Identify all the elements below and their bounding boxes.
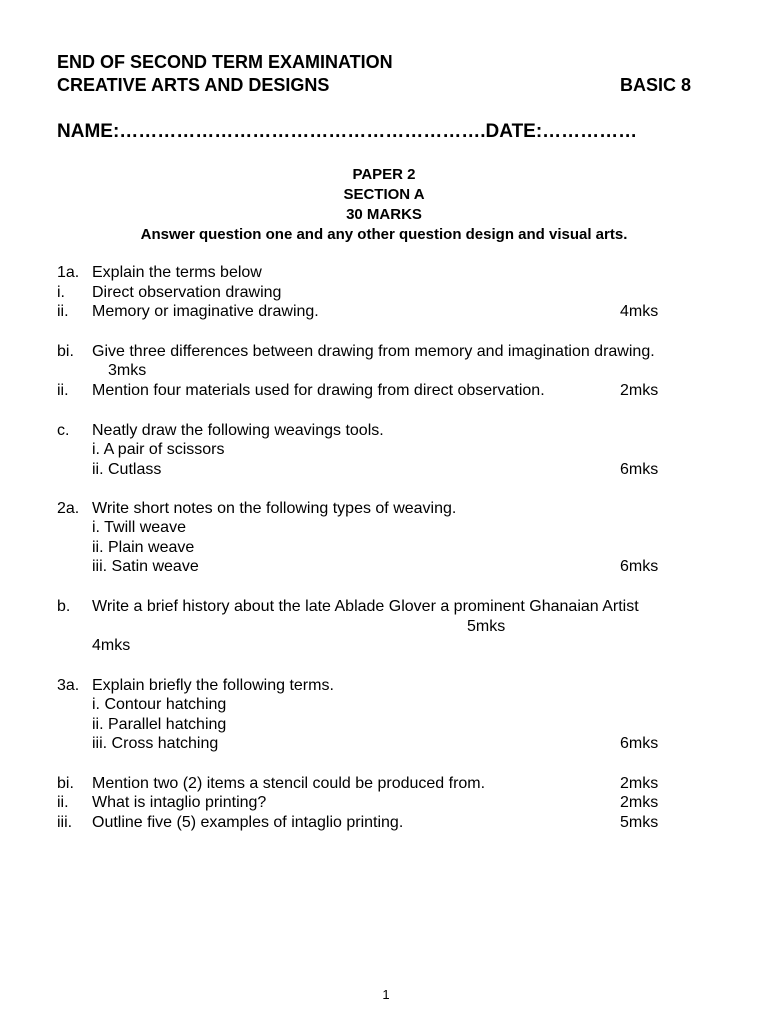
q3a-iii-text: iii. Cross hatching: [92, 735, 219, 752]
q1a-text: Explain the terms below: [92, 264, 262, 281]
q3bii-text: What is intaglio printing?: [92, 794, 267, 811]
q1c-text: Neatly draw the following weavings tools.: [92, 422, 384, 439]
q2a-iii-text: iii. Satin weave: [92, 558, 199, 575]
q3a-number: 3a.: [57, 677, 80, 694]
section-label: SECTION A: [343, 186, 425, 203]
page-number: 1: [382, 987, 390, 1002]
marks-label: 30 MARKS: [346, 206, 422, 223]
q2a-text: Write short notes on the following types of weaving.: [92, 500, 457, 517]
q2b-number: b.: [57, 598, 71, 615]
q1bii-text: Mention four materials used for drawing from direct observation.: [92, 382, 545, 399]
q1a-number: 1a.: [57, 264, 80, 281]
q2b-text: Write a brief history about the late Ablade Glover a prominent Ghanaian Artist: [92, 598, 639, 615]
q1bi-number: bi.: [57, 343, 74, 360]
q2a-i-text: i. Twill weave: [92, 519, 186, 536]
q3bi-marks: 2mks: [620, 775, 659, 792]
q1bii-number: ii.: [57, 382, 69, 399]
q2a-number: 2a.: [57, 500, 80, 517]
paper-label: PAPER 2: [352, 166, 416, 183]
q2a-marks: 6mks: [620, 558, 659, 575]
q1c-i-text: i. A pair of scissors: [92, 441, 225, 458]
q3biii-marks: 5mks: [620, 814, 659, 831]
q1a-marks: 4mks: [620, 303, 659, 320]
q1c-number: c.: [57, 422, 70, 439]
q1a-i-number: i.: [57, 284, 65, 301]
q2a-ii-text: ii. Plain weave: [92, 539, 195, 556]
exam-title: END OF SECOND TERM EXAMINATION: [57, 52, 393, 72]
q3bii-number: ii.: [57, 794, 69, 811]
q1a-ii-text: Memory or imaginative drawing.: [92, 303, 319, 320]
instruction: Answer question one and any other question design and visual arts.: [140, 226, 628, 243]
q3bi-number: bi.: [57, 775, 74, 792]
q1bi-marks: 3mks: [108, 362, 147, 379]
q1bii-marks: 2mks: [620, 382, 659, 399]
q3a-i-text: i. Contour hatching: [92, 696, 227, 713]
q1c-ii-text: ii. Cutlass: [92, 461, 162, 478]
q2b-marks-extra: 4mks: [92, 637, 131, 654]
name-date-line: NAME:………………………………………………….DATE:……………: [57, 121, 638, 142]
q1a-i-text: Direct observation drawing: [92, 284, 282, 301]
q2b-marks: 5mks: [467, 618, 506, 635]
q3biii-text: Outline five (5) examples of intaglio printing.: [92, 814, 404, 831]
q3a-marks: 6mks: [620, 735, 659, 752]
q1a-ii-number: ii.: [57, 303, 69, 320]
q1bi-text: Give three differences between drawing from memory and imagination drawing.: [92, 343, 655, 360]
q1c-marks: 6mks: [620, 461, 659, 478]
q3a-ii-text: ii. Parallel hatching: [92, 716, 227, 733]
q3a-text: Explain briefly the following terms.: [92, 677, 334, 694]
q3biii-number: iii.: [57, 814, 73, 831]
class-label: BASIC 8: [620, 75, 692, 95]
subject-title: CREATIVE ARTS AND DESIGNS: [57, 75, 330, 95]
q3bii-marks: 2mks: [620, 794, 659, 811]
q3bi-text: Mention two (2) items a stencil could be produced from.: [92, 775, 486, 792]
